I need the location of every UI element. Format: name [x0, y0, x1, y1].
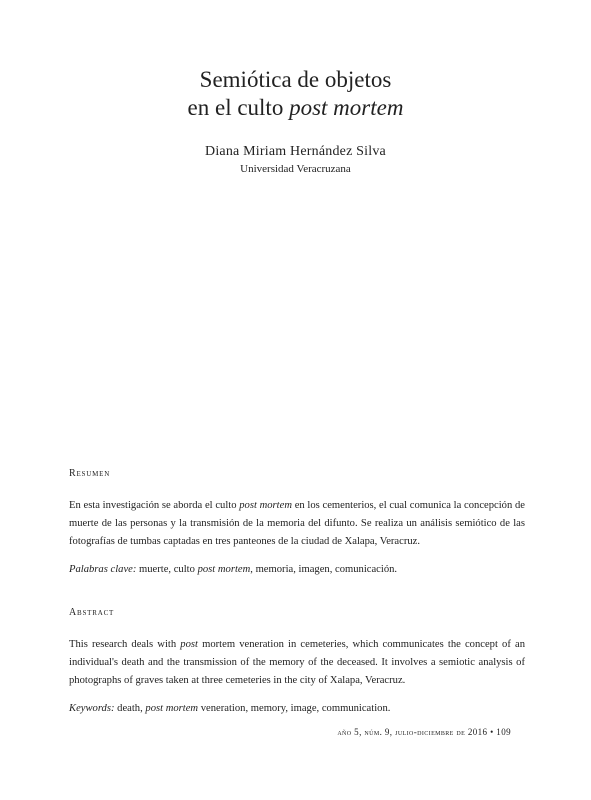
abstract-heading: Abstract — [69, 607, 115, 618]
page-footer: año 5, núm. 9, julio-diciembre de 2016 • 109 — [337, 727, 511, 737]
resumen-heading: Resumen — [69, 468, 111, 479]
article-title-line-1: Semiótica de objetos — [199, 67, 392, 92]
resumen-paragraph — [69, 497, 525, 551]
resumen-text-part: En esta investigación se aborda el culto — [69, 500, 240, 511]
abstract-text-part: This research deals with — [69, 639, 181, 650]
palabras-clave-italic: post mortem — [197, 564, 251, 575]
keywords-text: death, — [114, 703, 146, 714]
abstract-paragraph — [69, 636, 525, 690]
keywords-text: veneration, memory, image, communication. — [198, 703, 391, 714]
palabras-clave — [69, 561, 525, 579]
title-italic-text: post mortem — [289, 95, 404, 120]
keywords-label: Keywords: — [69, 703, 115, 714]
keywords-italic: post mortem — [145, 703, 199, 714]
resumen-text-part: en los cementerios, el cual comunica la concepción de muerte de las personas y la transmisión de la memoria del difunto. Se realiza un análisis semiótico de las fotografías de tumbas captadas en tres panteones de la ciudad de Xalapa, Veracruz. — [69, 500, 525, 547]
author-affiliation: Universidad Veracruzana — [240, 163, 351, 175]
title-text: en el culto — [187, 95, 290, 120]
keywords — [69, 700, 525, 718]
article-title-line-2 — [0, 94, 591, 122]
abstract-text-part: mortem veneration in cemeteries, which communicates the concept of an individual's death and the transmission of the memory of the deceased. It involves a semiotic analysis of photographs of graves taken at three cemeteries in the city of Xalapa, Veracruz. — [69, 639, 526, 686]
palabras-clave-text: , memoria, imagen, comunicación. — [250, 564, 398, 575]
author-name: Diana Miriam Hernández Silva — [205, 144, 386, 159]
resumen-italic-term: post mortem — [239, 500, 292, 511]
palabras-clave-label: Palabras clave: — [69, 564, 137, 575]
palabras-clave-text: muerte, culto — [136, 564, 198, 575]
abstract-italic-term: post — [180, 639, 198, 650]
